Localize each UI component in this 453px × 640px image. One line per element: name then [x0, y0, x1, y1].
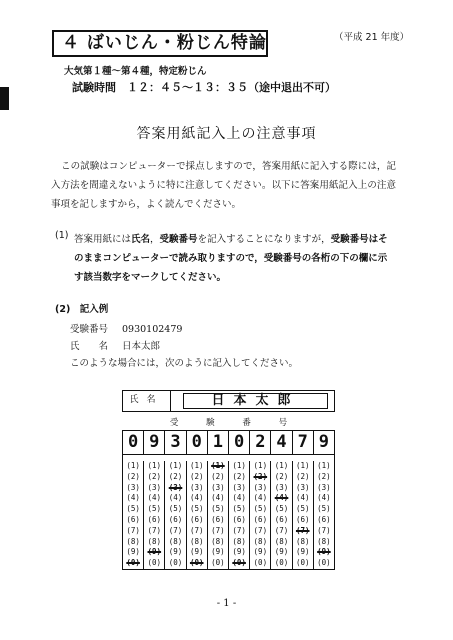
bubble[interactable]: (9)	[189, 547, 204, 557]
item1-text-part: 答案用紙には	[74, 234, 132, 245]
bubble[interactable]: (8)	[253, 536, 268, 546]
example-exam-number-value: 0930102479	[122, 324, 183, 335]
bubble[interactable]: (6)	[274, 514, 289, 524]
bubble[interactable]: (5)	[232, 504, 246, 514]
bubble-column	[165, 461, 186, 569]
item1-text-part: を記入することになりますが，	[197, 234, 331, 245]
bubble[interactable]: (6)	[189, 514, 204, 524]
bubble[interactable]: (2)	[168, 471, 183, 481]
bubble[interactable]: (8)	[147, 536, 162, 546]
bubble[interactable]: (6)	[253, 514, 268, 524]
exam-digit-cell: 0	[123, 431, 144, 454]
bubble[interactable]: (1)	[295, 461, 310, 470]
exam-digit-cell: 3	[165, 431, 186, 454]
bubble[interactable]: (1)	[232, 461, 246, 470]
name-field	[171, 391, 334, 411]
bubble[interactable]: (4)	[126, 493, 140, 503]
bubble[interactable]: (4)	[147, 493, 162, 503]
bubble-column	[314, 461, 334, 569]
exam-number-header-char: 番	[242, 418, 251, 428]
bubble[interactable]: (3)	[295, 482, 310, 492]
side-marker	[0, 87, 9, 110]
bubble[interactable]: (2)	[211, 471, 225, 481]
bubble[interactable]: (6)	[147, 514, 162, 524]
bubble[interactable]: (9)	[126, 547, 140, 557]
bubble[interactable]: (7)	[211, 525, 225, 535]
exam-category: 大気第１種～第４種，特定粉じん	[64, 66, 207, 77]
bubble[interactable]: (2)	[232, 471, 246, 481]
bubble[interactable]: (2)	[147, 471, 162, 481]
example-name-label: 氏 名	[70, 341, 109, 352]
bubble[interactable]: (5)	[211, 504, 225, 514]
bubble[interactable]: (5)	[147, 504, 162, 514]
example-name	[70, 338, 160, 352]
bubble-column	[271, 461, 292, 569]
exam-number-bubbles	[122, 455, 335, 570]
bubble[interactable]: (6)	[168, 514, 183, 524]
bubble[interactable]: (2)	[189, 471, 204, 481]
bubble-column	[187, 461, 208, 569]
bubble[interactable]: (8)	[295, 536, 310, 546]
bubble-marked[interactable]: (9)	[147, 547, 162, 557]
bubble[interactable]: (7)	[147, 525, 162, 535]
bubble[interactable]: (8)	[126, 536, 140, 546]
bubble[interactable]: (1)	[317, 461, 331, 470]
bubble[interactable]: (6)	[126, 514, 140, 524]
bubble[interactable]: (8)	[189, 536, 204, 546]
bubble[interactable]: (7)	[253, 525, 268, 535]
bubble[interactable]: (7)	[232, 525, 246, 535]
page-number: - 1 -	[216, 598, 237, 609]
bubble[interactable]: (0)	[147, 558, 162, 568]
exam-digit-cell: 9	[144, 431, 165, 454]
bubble[interactable]: (8)	[274, 536, 289, 546]
bubble[interactable]: (7)	[168, 525, 183, 535]
item1-text-part: はそのままコンピューターで読み取りますので，受験番号の各桁の下の欄に示す該当数字をマークしてください。	[74, 234, 388, 283]
bubble[interactable]: (8)	[232, 536, 246, 546]
exam-number-header-char: 験	[206, 418, 215, 428]
item1-text-part: ，	[150, 234, 160, 245]
bubble[interactable]: (7)	[126, 525, 140, 535]
bubble[interactable]: (6)	[317, 514, 331, 524]
bubble[interactable]: (1)	[253, 461, 268, 470]
bubble-marked[interactable]: (3)	[168, 482, 183, 492]
exam-digit-cell: 2	[250, 431, 271, 454]
bubble-column	[144, 461, 165, 569]
bubble[interactable]: (3)	[317, 482, 331, 492]
example-name-value: 日本太郎	[122, 341, 161, 352]
bubble[interactable]: (1)	[189, 461, 204, 470]
bubble[interactable]: (4)	[295, 493, 310, 503]
bubble[interactable]: (9)	[274, 547, 289, 557]
bubble[interactable]: (3)	[147, 482, 162, 492]
exam-title: ４ ばいじん・粉じん特論	[52, 30, 268, 57]
bubble[interactable]: (3)	[232, 482, 246, 492]
bubble-marked[interactable]: (1)	[211, 461, 225, 470]
bubble[interactable]: (1)	[147, 461, 162, 470]
bubble[interactable]: (7)	[189, 525, 204, 535]
bubble[interactable]: (3)	[253, 482, 268, 492]
bubble[interactable]: (3)	[274, 482, 289, 492]
exam-digit-cell: 1	[208, 431, 229, 454]
bubble[interactable]: (2)	[126, 471, 140, 481]
bubble[interactable]: (4)	[189, 493, 204, 503]
bubble[interactable]: (9)	[232, 547, 246, 557]
example-note: このような場合には，次のように記入してください。	[70, 358, 299, 369]
bubble-marked[interactable]: (0)	[126, 558, 140, 568]
item1-keyword-name: 氏名	[131, 234, 151, 245]
bubble[interactable]: (4)	[317, 493, 331, 503]
bubble-column	[123, 461, 144, 569]
bubble-column	[293, 461, 314, 569]
bubble[interactable]: (3)	[126, 482, 140, 492]
bubble[interactable]: (1)	[168, 461, 183, 470]
bubble-marked[interactable]: (7)	[295, 525, 310, 535]
item1-keyword-exam-no: 受験番号	[330, 234, 369, 245]
exam-year: （平成 21 年度）	[334, 32, 410, 43]
answer-sheet-sample	[122, 390, 335, 570]
name-field-value: 日本太郎	[183, 393, 328, 409]
item1-text	[74, 230, 396, 287]
bubble[interactable]: (2)	[274, 471, 289, 481]
bubble[interactable]: (2)	[295, 471, 310, 481]
bubble[interactable]: (0)	[168, 558, 183, 568]
item1-number: (1)	[55, 230, 69, 241]
intro-paragraph: この試験はコンピューターで採点しますので，答案用紙に記入する際には，記入方法を間違えないように特に注意してください。以下に答案用紙記入上の注意事項を記しますから，よく読んでください。	[51, 161, 396, 210]
bubble-marked[interactable]: (2)	[253, 471, 268, 481]
bubble[interactable]: (3)	[189, 482, 204, 492]
bubble[interactable]: (9)	[211, 547, 225, 557]
bubble[interactable]: (5)	[253, 504, 268, 514]
bubble[interactable]: (0)	[274, 558, 289, 568]
bubble[interactable]: (3)	[211, 482, 225, 492]
item2-heading: (2) 記入例	[55, 304, 109, 315]
exam-number-header	[122, 418, 335, 429]
item1-keyword-exam-no: 受験番号	[159, 234, 198, 245]
example-exam-number-label: 受験番号	[70, 324, 109, 335]
bubble[interactable]: (4)	[232, 493, 246, 503]
bubble-marked[interactable]: (0)	[189, 558, 204, 568]
bubble[interactable]: (7)	[317, 525, 331, 535]
exam-number-header-char: 受	[169, 418, 179, 428]
bubble[interactable]: (7)	[274, 525, 289, 535]
name-field-label: 氏名	[123, 391, 171, 411]
bubble-marked[interactable]: (9)	[317, 547, 331, 557]
bubble[interactable]: (9)	[168, 547, 183, 557]
bubble[interactable]: (2)	[317, 471, 331, 481]
bubble[interactable]: (0)	[253, 558, 268, 568]
bubble[interactable]: (6)	[295, 514, 310, 524]
bubble[interactable]: (4)	[211, 493, 225, 503]
bubble[interactable]: (4)	[168, 493, 183, 503]
bubble[interactable]: (8)	[317, 536, 331, 546]
exam-digit-cell: 0	[187, 431, 208, 454]
bubble-column	[229, 461, 250, 569]
bubble[interactable]: (6)	[211, 514, 225, 524]
bubble[interactable]: (1)	[126, 461, 140, 470]
bubble[interactable]: (5)	[189, 504, 204, 514]
exam-digit-cell: 7	[293, 431, 314, 454]
exam-digit-cell: 9	[318, 432, 330, 452]
bubble-column	[208, 461, 229, 569]
bubble[interactable]: (5)	[295, 504, 310, 514]
bubble-marked[interactable]: (0)	[232, 558, 246, 568]
exam-digit-cell: 4	[271, 431, 292, 454]
bubble-marked[interactable]: (4)	[274, 493, 289, 503]
exam-digit-cell: 0	[229, 431, 250, 454]
bubble[interactable]: (0)	[211, 558, 225, 568]
bubble-column	[250, 461, 271, 569]
bubble[interactable]: (5)	[168, 504, 183, 514]
bubble[interactable]: (6)	[232, 514, 246, 524]
bubble[interactable]: (8)	[211, 536, 225, 546]
bubble[interactable]: (5)	[317, 504, 331, 514]
page-heading: 答案用紙記入上の注意事項	[136, 126, 317, 142]
bubble[interactable]: (5)	[274, 504, 289, 514]
bubble[interactable]: (8)	[168, 536, 183, 546]
example-exam-number	[70, 321, 182, 335]
bubble[interactable]: (1)	[274, 461, 289, 470]
exam-time: 試験時間 １２：４５～１３：３５（途中退出不可）	[72, 81, 336, 94]
bubble[interactable]: (9)	[295, 547, 310, 557]
bubble[interactable]: (0)	[317, 558, 331, 568]
exam-number-digits	[122, 430, 335, 455]
bubble[interactable]: (5)	[126, 504, 140, 514]
bubble[interactable]: (4)	[253, 493, 268, 503]
bubble[interactable]: (0)	[295, 558, 310, 568]
bubble[interactable]: (9)	[253, 547, 268, 557]
exam-number-header-char: 号	[278, 418, 288, 428]
name-field-row	[122, 390, 335, 412]
